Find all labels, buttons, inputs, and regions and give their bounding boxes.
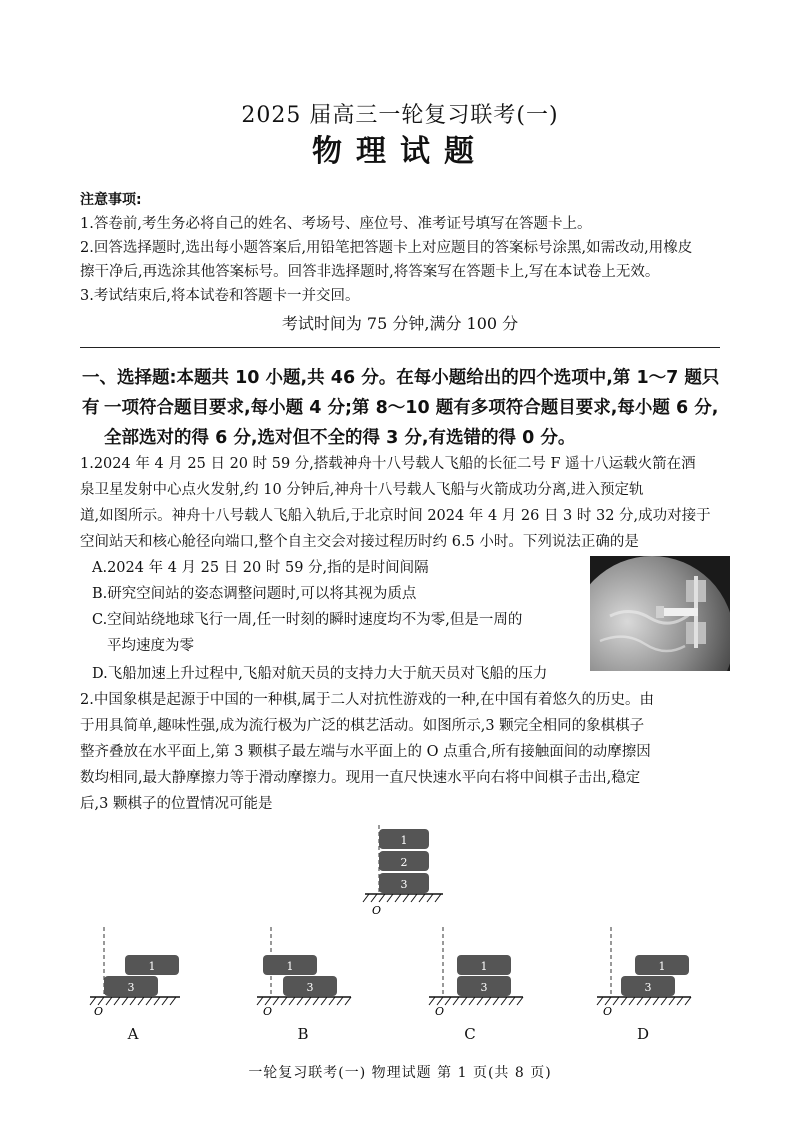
note-item: 3.考试结束后,将本试卷和答题卡一并交回。 [80, 288, 360, 304]
q2-stem-line: 于用具简单,趣味性强,成为流行极为广泛的棋艺活动。如图所示,3 颗完全相同的象棋棋子 [80, 718, 645, 734]
origin-label: O [263, 1005, 273, 1015]
option-b-label: B [297, 1025, 309, 1043]
q1-stem-line: 空间站天和核心舱径向端口,整个自主交会对接过程历时约 6.5 小时。下列说法正确的是 [80, 534, 639, 550]
piece-label: 3 [480, 981, 488, 994]
space-station-photo [590, 556, 730, 671]
q1-stem-line: 1.2024 年 4 月 25 日 20 时 59 分,搭载神舟十八号载人飞船的长征二号 F 遥十八运载火箭在酒 [80, 456, 696, 472]
option-c-label: C [464, 1025, 476, 1043]
note-item: 2.回答选择题时,选出每小题答案后,用铅笔把答题卡上对应题目的答案标号涂黑,如需改动,用橡皮 [80, 240, 693, 256]
notes-heading: 注意事项: [80, 192, 142, 208]
piece-label: 1 [480, 960, 488, 973]
option-b-figure [255, 925, 365, 1015]
piece-label: 1 [400, 834, 408, 847]
q2-stem-line: 数均相同,最大静摩擦力等于滑动摩擦力。现用一直尺快速水平向右将中间棋子击出,稳定 [80, 770, 641, 786]
q1-option-b: B.研究空间站的姿态调整问题时,可以将其视为质点 [92, 586, 417, 602]
section-heading: 一项符合题目要求,每小题 4 分;第 8～10 题有多项符合题目要求,每小题 6 分, [104, 398, 719, 418]
q1-stem-line: 泉卫星发射中心点火发射,约 10 分钟后,神舟十八号载人飞船与火箭成功分离,进入预定轨 [80, 482, 644, 498]
q1-option-c: C.空间站绕地球飞行一周,任一时刻的瞬时速度均不为零,但是一周的 [92, 612, 523, 628]
origin-label: O [94, 1005, 104, 1015]
option-a-label: A [127, 1025, 139, 1043]
option-c-figure [427, 925, 537, 1015]
q1-option-c-cont: 平均速度为零 [107, 638, 194, 654]
piece-label: 3 [127, 981, 135, 994]
q1-stem-line: 道,如图所示。神舟十八号载人飞船入轨后,于北京时间 2024 年 4 月 26 日 3 时 32 分,成功对接于 [80, 508, 711, 524]
q1-option-a: A.2024 年 4 月 25 日 20 时 59 分,指的是时间间隔 [92, 560, 429, 576]
section-heading: 全部选对的得 6 分,选对但不全的得 3 分,有选错的得 0 分。 [104, 428, 576, 448]
piece-label: 3 [400, 878, 408, 891]
piece-label: 1 [286, 960, 294, 973]
note-item: 1.答卷前,考生务必将自己的姓名、考场号、座位号、准考证号填写在答题卡上。 [80, 216, 592, 232]
chess-stack-figure [355, 823, 445, 918]
exam-title: 2025 届高三一轮复习联考(一) [241, 103, 559, 128]
subject-title: 物理试题 [312, 134, 488, 169]
q1-option-d: D.飞船加速上升过程中,飞船对航天员的支持力大于航天员对飞船的压力 [92, 666, 548, 682]
option-a-figure [88, 925, 198, 1015]
piece-label: 2 [400, 856, 408, 869]
page-footer: 一轮复习联考(一) 物理试题 第 1 页(共 8 页) [248, 1065, 552, 1081]
note-item: 擦干净后,再选涂其他答案标号。回答非选择题时,将答案写在答题卡上,写在本试卷上无效。 [80, 264, 660, 280]
section-heading: 一、选择题:本题共 10 小题,共 46 分。在每小题给出的四个选项中,第 1～7 题只有 [82, 368, 720, 418]
piece-label: 1 [658, 960, 666, 973]
q2-stem-line: 2.中国象棋是起源于中国的一种棋,属于二人对抗性游戏的一种,在中国有着悠久的历史。由 [80, 692, 655, 708]
exam-time-info: 考试时间为 75 分钟,满分 100 分 [281, 314, 519, 333]
origin-label: O [372, 904, 382, 917]
q2-stem-line: 后,3 颗棋子的位置情况可能是 [80, 796, 273, 812]
option-d-label: D [636, 1025, 650, 1043]
option-d-figure [595, 925, 705, 1015]
q2-stem-line: 整齐叠放在水平面上,第 3 颗棋子最左端与水平面上的 O 点重合,所有接触面间的动摩擦因 [80, 744, 651, 760]
origin-label: O [603, 1005, 613, 1015]
divider [80, 347, 720, 348]
piece-label: 1 [148, 960, 156, 973]
piece-label: 3 [306, 981, 314, 994]
piece-label: 3 [644, 981, 652, 994]
origin-label: O [435, 1005, 445, 1015]
